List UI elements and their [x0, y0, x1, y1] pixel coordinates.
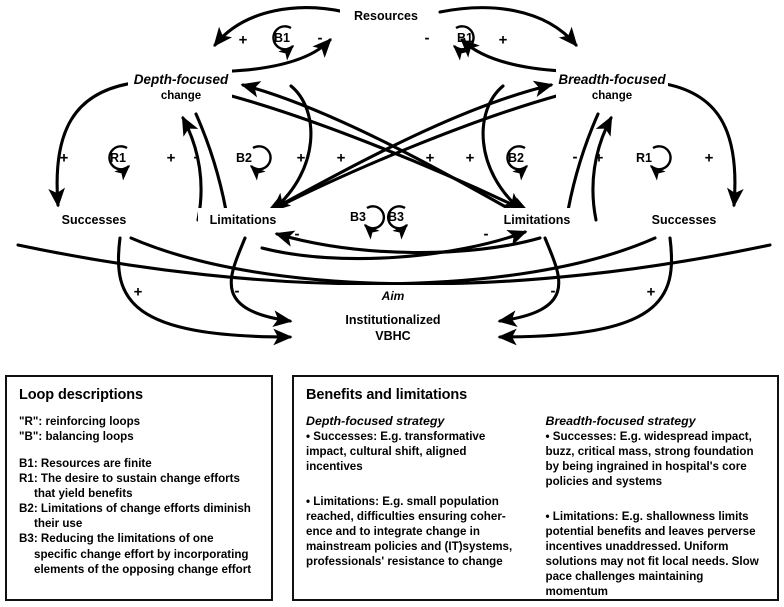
loop-descriptions-title: Loop descriptions [19, 387, 143, 403]
polarity-breadth-right-minus: - [572, 148, 578, 166]
loop-description-b3: B3: Reducing the limitations of one specific change effort by incorporating elements of the opposing change effort [19, 532, 252, 576]
node-aim-institutionalized: Institutionalized [345, 313, 441, 327]
loop-descriptions-panel [5, 375, 273, 601]
depth-limitations-text: • Limitations: E.g. small population reached, difficulties ensuring coher-ence and to integrate change in mainstream policies and (IT)systems, professionals' resistance to change [306, 494, 513, 568]
loop-marker-r1-left [109, 146, 129, 169]
node-limitations-left: Limitations [209, 213, 277, 227]
polarity-b1-left-minus: - [317, 29, 323, 47]
loop-description-b2: B2: Limitations of change efforts diminish their use [19, 502, 251, 531]
breadth-successes-text: • Successes: E.g. widespread impact, buzz, critical mass, strong foundation by being ingrained in hospital's core policies and systems [545, 430, 754, 488]
polarity-aim-left-plus: + [133, 283, 143, 301]
breadth-strategy-heading: Breadth-focused strategy [545, 414, 696, 428]
node-breadth-focused-change: Breadth-focused [558, 72, 666, 87]
polarity-aim-left-minus: - [234, 282, 240, 300]
node-aim-label: Aim [381, 289, 405, 303]
node-depth-focused-change-sub: change [160, 90, 202, 102]
node-successes-left: Successes [61, 213, 127, 227]
node-resources: Resources [354, 9, 418, 23]
polarity-b1-right-plus: + [498, 31, 508, 49]
link-successes-left-to-depth [183, 118, 201, 220]
polarity-b3-right-minus: - [483, 225, 489, 243]
benefits-column-breadth [546, 414, 766, 600]
loop-marker-b1-left [273, 26, 293, 49]
loop-label-b3-left: B3 [350, 210, 366, 224]
polarity-aim-right-plus: + [646, 283, 656, 301]
polarity-r1-left-outer-plus: + [59, 149, 69, 167]
legend-balancing-line: "B": balancing loops [19, 430, 134, 444]
node-limitations-right: Limitations [503, 213, 571, 227]
loop-marker-b2-left [236, 146, 271, 169]
depth-successes-text: • Successes: E.g. transformative impact, cultural shift, aligned incentives [306, 430, 486, 473]
node-aim-vbhc: VBHC [375, 329, 411, 343]
depth-column-spacer [306, 475, 526, 495]
node-successes-right: Successes [651, 213, 717, 227]
link-successes-right-to-breadth [593, 118, 611, 220]
polarity-b2-left-plus: + [296, 149, 306, 167]
link-limitations-right-to-left [277, 234, 540, 253]
node-depth-focused-change: Depth-focused [133, 72, 229, 87]
loop-label-b1-left: B1 [274, 31, 290, 45]
polarity-b3-left-minus: - [294, 225, 300, 243]
loop-marker-b1-right [454, 26, 474, 49]
loop-label-r1-left: R1 [110, 151, 126, 165]
loop-label-b2-left: B2 [236, 151, 252, 165]
breadth-limitations-text: • Limitations: E.g. shallowness limits potential benefits and leaves perverse incentives unaddressed. Uniform solutions may not fit local needs. Slow pace challenges maintaining momentum [545, 509, 759, 598]
benefits-title: Benefits and limitations [306, 387, 468, 403]
polarity-b1-right-minus: - [424, 29, 430, 47]
polarity-depth-left-minus: - [193, 148, 199, 166]
breadth-column-spacer [546, 490, 766, 510]
loop-marker-b3-left [350, 206, 384, 228]
loop-marker-b3-right [388, 206, 407, 228]
loop-label-b3-right: B3 [388, 210, 404, 224]
node-breadth-focused-change-sub: change [591, 90, 633, 102]
benefits-column-depth [306, 414, 526, 600]
link-breadth-to-successes-right [660, 83, 735, 205]
loop-marker-b2-right [507, 146, 527, 169]
polarity-r1-right-outer-plus: + [704, 149, 714, 167]
link-successes-left-to-aim [118, 238, 290, 337]
legend-row [0, 368, 784, 607]
benefits-columns [306, 414, 765, 600]
polarity-depth-left-plus: + [166, 149, 176, 167]
loop-label-b1-right: B1 [457, 31, 473, 45]
loop-label-b2-right: B2 [508, 151, 524, 165]
polarity-aim-right-minus: - [550, 282, 556, 300]
loop-marker-r1-right [636, 146, 671, 169]
polarity-breadth-right-plus: + [594, 149, 604, 167]
polarity-cross-right-plus: + [425, 149, 435, 167]
legend-reinforcing-line: "R": reinforcing loops [19, 415, 141, 428]
polarity-b2-right-plus: + [465, 149, 475, 167]
depth-strategy-heading: Depth-focused strategy [306, 414, 445, 428]
polarity-b1-left-plus: + [238, 31, 248, 49]
loop-label-r1-right: R1 [636, 151, 652, 165]
loop-description-r1: R1: The desire to sustain change efforts that yield benefits [19, 472, 240, 501]
polarity-cross-left-plus: + [336, 149, 346, 167]
loop-description-b1: B1: Resources are finite [19, 457, 152, 471]
legend-spacer [19, 444, 259, 456]
benefits-and-limitations-panel [292, 375, 779, 601]
link-depth-to-successes-left [57, 83, 133, 205]
